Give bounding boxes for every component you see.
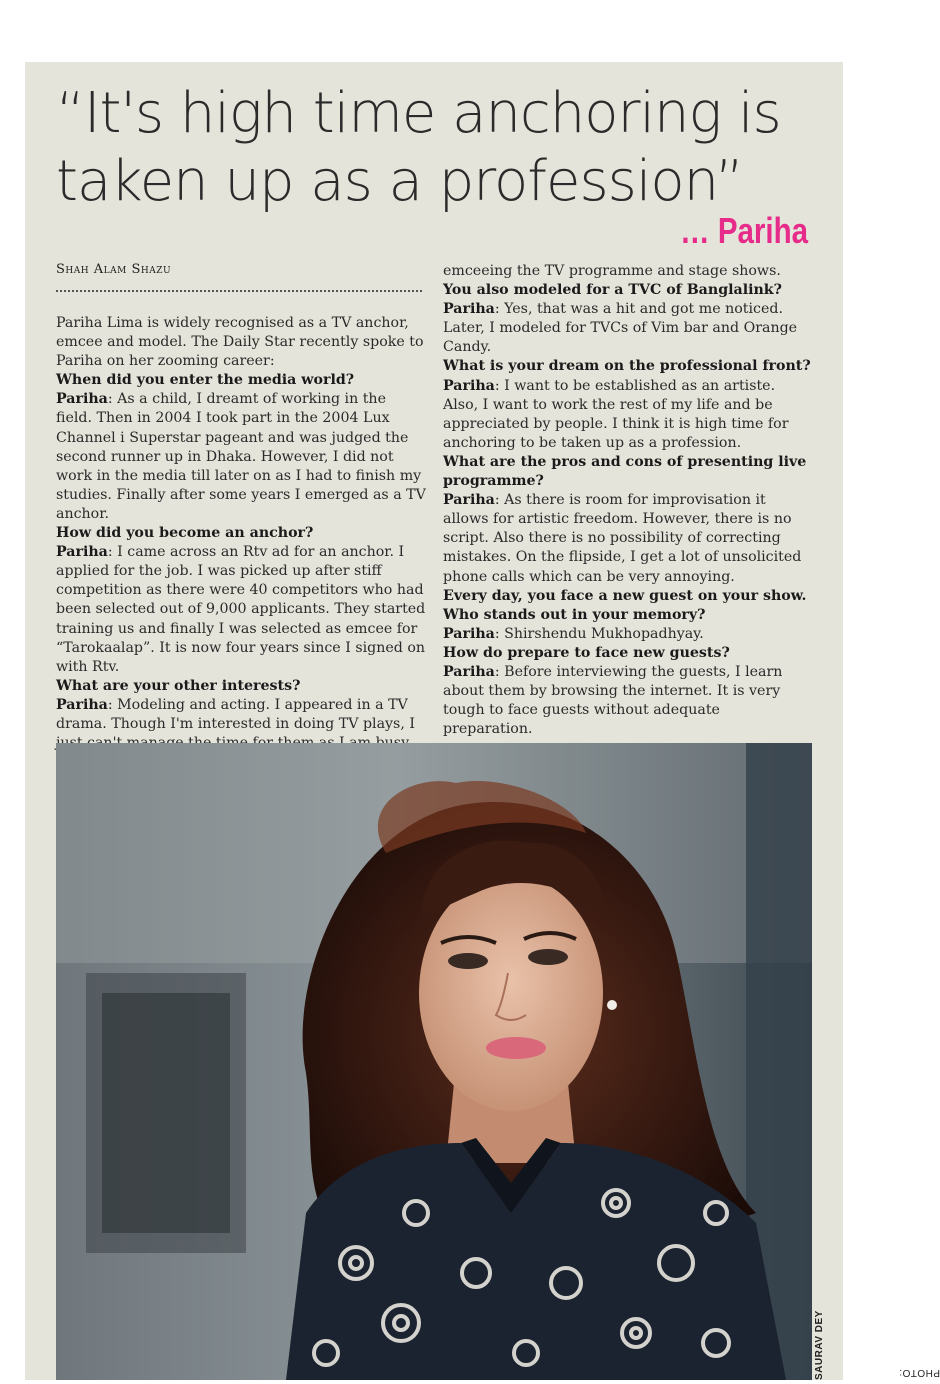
photo-credit-label: PHOTO:	[898, 1367, 940, 1378]
speaker-name: Pariha	[443, 663, 495, 680]
question: What is your dream on the professional front?	[443, 358, 811, 375]
speaker-name: Pariha	[56, 696, 108, 713]
attribution: … Pariha	[680, 210, 808, 251]
photo-credit-name: SAURAV DEY	[814, 1310, 825, 1380]
photo-credit	[812, 1252, 940, 1380]
answer-text: : As a child, I dreamt of working in the field. Then in 2004 I took part in the 2004 Lux Channel i Superstar pageant and was judged the second runner up in Dhaka. However, I did not work in the media till later on as I had to finish my studies. Finally after some years I emerged as a TV anchor.	[56, 391, 426, 522]
answer-text: : Shirshendu Mukhopadhyay.	[494, 625, 704, 642]
answer-text: : Modeling and acting. I appeared in a TV drama. Though I'm interested in doing TV plays, I	[56, 696, 415, 732]
answer	[443, 491, 811, 586]
headline	[56, 80, 816, 216]
headline-line-2: taken up as a profession”	[56, 149, 744, 214]
answer	[443, 625, 811, 644]
dotted-divider	[56, 290, 422, 292]
speaker-name: Pariha	[443, 625, 495, 642]
column-right	[443, 262, 811, 739]
answer	[56, 390, 426, 524]
answer-text: : I want to be established as an artiste. Also, I want to work the rest of my life and be appreciated by people. I think it is high time for anchoring to be taken up as a profession.	[443, 377, 789, 451]
speaker-name: Pariha	[443, 492, 495, 509]
question: Every day, you face a new guest on your show. Who stands out in your memory?	[443, 587, 807, 623]
portrait-photo	[56, 743, 812, 1380]
speaker-name: Pariha	[443, 377, 495, 394]
answer-text: : As there is room for improvisation it allows for artistic freedom. However, there is no script. Also there is no possibility of correcting mistakes. On the flipside, I get a lot of unsolicited phone calls which can be very annoying.	[443, 492, 802, 585]
headline-line-1: “It's high time anchoring is	[56, 81, 781, 146]
answer	[443, 663, 811, 739]
continuation-text: emceeing the TV programme and stage shows.	[443, 263, 781, 279]
answer-text: : I came across an Rtv ad for an anchor. I applied for the job. I was picked up after stiff competition as there were 40 competitors who had been selected out of 9,000 applicants. They started training us and finally I was selected as emcee for “Tarokaalap”. It is now four years since I signed on with Rtv.	[56, 544, 426, 675]
answer	[443, 300, 811, 357]
answer	[443, 377, 811, 453]
column-left	[56, 314, 426, 753]
question: How do prepare to face new guests?	[443, 644, 730, 661]
intro-paragraph: Pariha Lima is widely recognised as a TV anchor, emcee and model. The Daily Star recently spoke to Pariha on her zooming career:	[56, 315, 424, 370]
question: You also modeled for a TVC of Banglalink?	[443, 282, 782, 299]
speaker-name: Pariha	[56, 391, 108, 408]
answer	[56, 543, 426, 677]
byline: Shah Alam Shazu	[56, 262, 172, 277]
question: What are the pros and cons of presenting live programme?	[443, 453, 807, 490]
speaker-name: Pariha	[56, 544, 108, 561]
speaker-name: Pariha	[443, 301, 495, 318]
question: What are your other interests?	[56, 677, 301, 694]
answer-text: : Yes, that was a hit and got me noticed. Later, I modeled for TVCs of Vim bar and Orange Candy.	[443, 301, 798, 356]
portrait-illustration	[56, 743, 812, 1380]
question: How did you become an anchor?	[56, 525, 314, 542]
answer-text: : Before interviewing the guests, I learn about them by browsing the internet. It is very tough to face guests without adequate preparation.	[443, 663, 783, 738]
question: When did you enter the media world?	[56, 372, 355, 389]
